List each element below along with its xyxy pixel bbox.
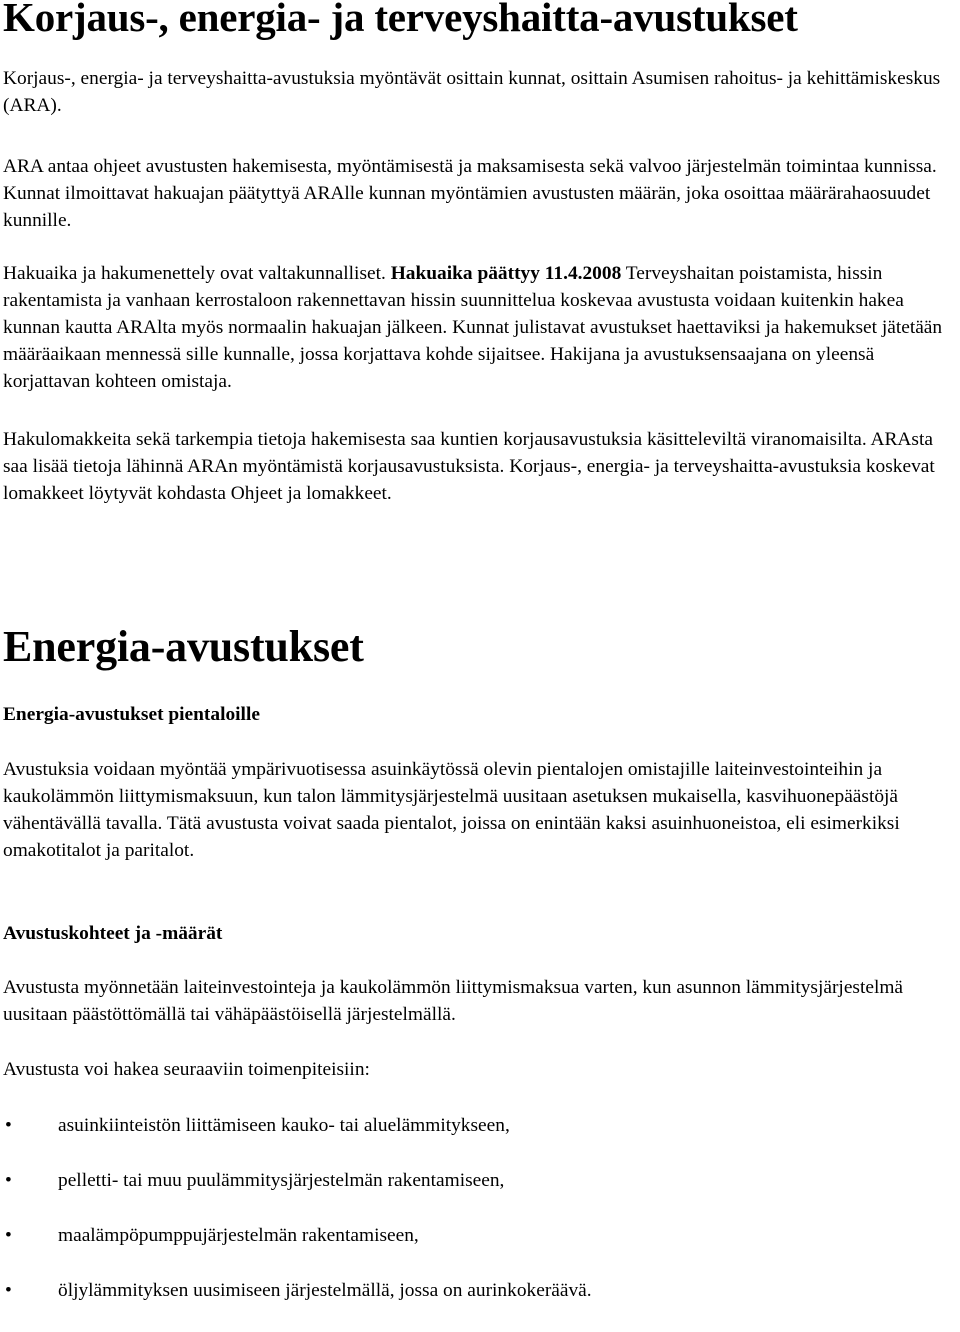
ara-paragraph: ARA antaa ohjeet avustusten hakemisesta, myöntämisestä ja maksamisesta sekä valvoo järjestelmän toimintaa kunnissa. Kunnat ilmoittavat hakuajan päätyttyä ARAlle kunnan myöntämien avustusten määrän, joka osoittaa määrärahaosuudet kunnille.	[3, 156, 937, 231]
list-item	[3, 1222, 957, 1277]
list-item-text: maalämpöpumppujärjestelmän rakentamiseen,	[58, 1225, 419, 1246]
small-houses-paragraph: Avustuksia voidaan myöntää ympärivuotisessa asuinkäytössä olevin pientalojen omistajille laiteinvestointeihin ja kaukolämmön liittymismaksuun, kun talon lämmitysjärjestelmä uusitaan asetuksen mukaisella, kasvihuonepäästöjä vähentävällä tavalla. Tätä avustusta voivat saada pientalot, joissa on enintään kaksi asuinhuoneistoa, eli esimerkiksi omakotitalot ja paritalot.	[3, 759, 900, 861]
targets-paragraph: Avustusta myönnetään laiteinvestointeja ja kaukolämmön liittymismaksua varten, kun asunnon lämmitysjärjestelmä uusitaan päästöttömällä tai vähäpäästöisellä järjestelmällä.	[3, 977, 904, 1025]
measures-intro: Avustusta voi hakea seuraaviin toimenpiteisiin:	[3, 1059, 370, 1080]
forms-paragraph: Hakulomakkeita sekä tarkempia tietoja hakemisesta saa kuntien korjausavustuksia käsitteleviltä viranomaisilta. ARAsta saa lisää tietoja lähinnä ARAn myöntämistä korjausavustuksista. Korjaus-, energia- ja terveyshaitta-avustuksia koskevat lomakkeet löytyvät kohdasta Ohjeet ja lomakkeet.	[3, 429, 935, 504]
application-period-paragraph	[3, 260, 957, 395]
bullet-icon: •	[5, 1170, 12, 1191]
deadline-text: Hakuaika päättyy 11.4.2008	[390, 263, 622, 284]
small-houses-subheading: Energia-avustukset pientaloille	[3, 704, 260, 725]
intro-paragraph: Korjaus-, energia- ja terveyshaitta-avustuksia myöntävät osittain kunnat, osittain Asumisen rahoitus- ja kehittämiskeskus (ARA).	[3, 68, 941, 116]
list-item-text: asuinkiinteistön liittämiseen kauko- tai aluelämmitykseen,	[58, 1115, 510, 1136]
main-heading: Korjaus-, energia- ja terveyshaitta-avustukset	[3, 0, 798, 40]
energy-heading: Energia-avustukset	[3, 622, 364, 671]
bullet-icon: •	[5, 1280, 12, 1301]
bullet-icon: •	[5, 1115, 12, 1136]
list-item	[3, 1112, 957, 1167]
list-item	[3, 1167, 957, 1222]
list-item-text: öljylämmityksen uusimiseen järjestelmällä, jossa on aurinkokeräävä.	[58, 1280, 592, 1301]
list-item-text: pelletti- tai muu puulämmitysjärjestelmän rakentamiseen,	[58, 1170, 505, 1191]
application-period-details: Terveyshaitan poistamista, hissin rakentamista ja vanhaan kerrostaloon rakennettavan hissin suunnittelua koskevaa avustusta voidaan kuitenkin hakea kunnan kautta ARAlta myös normaalin hakuajan jälkeen. Kunnat julistavat avustukset haettaviksi ja hakemukset jätetään määräaikaan mennessä sille kunnalle, jossa korjattava kohde sijaitsee. Hakijana ja avustuksensaajana on yleensä korjattavan kohteen omistaja.	[3, 263, 943, 392]
application-period-intro: Hakuaika ja hakumenettely ovat valtakunnalliset.	[3, 263, 391, 284]
bullet-icon: •	[5, 1225, 12, 1246]
targets-subheading: Avustuskohteet ja -määrät	[3, 923, 223, 944]
measures-list	[3, 1112, 957, 1332]
